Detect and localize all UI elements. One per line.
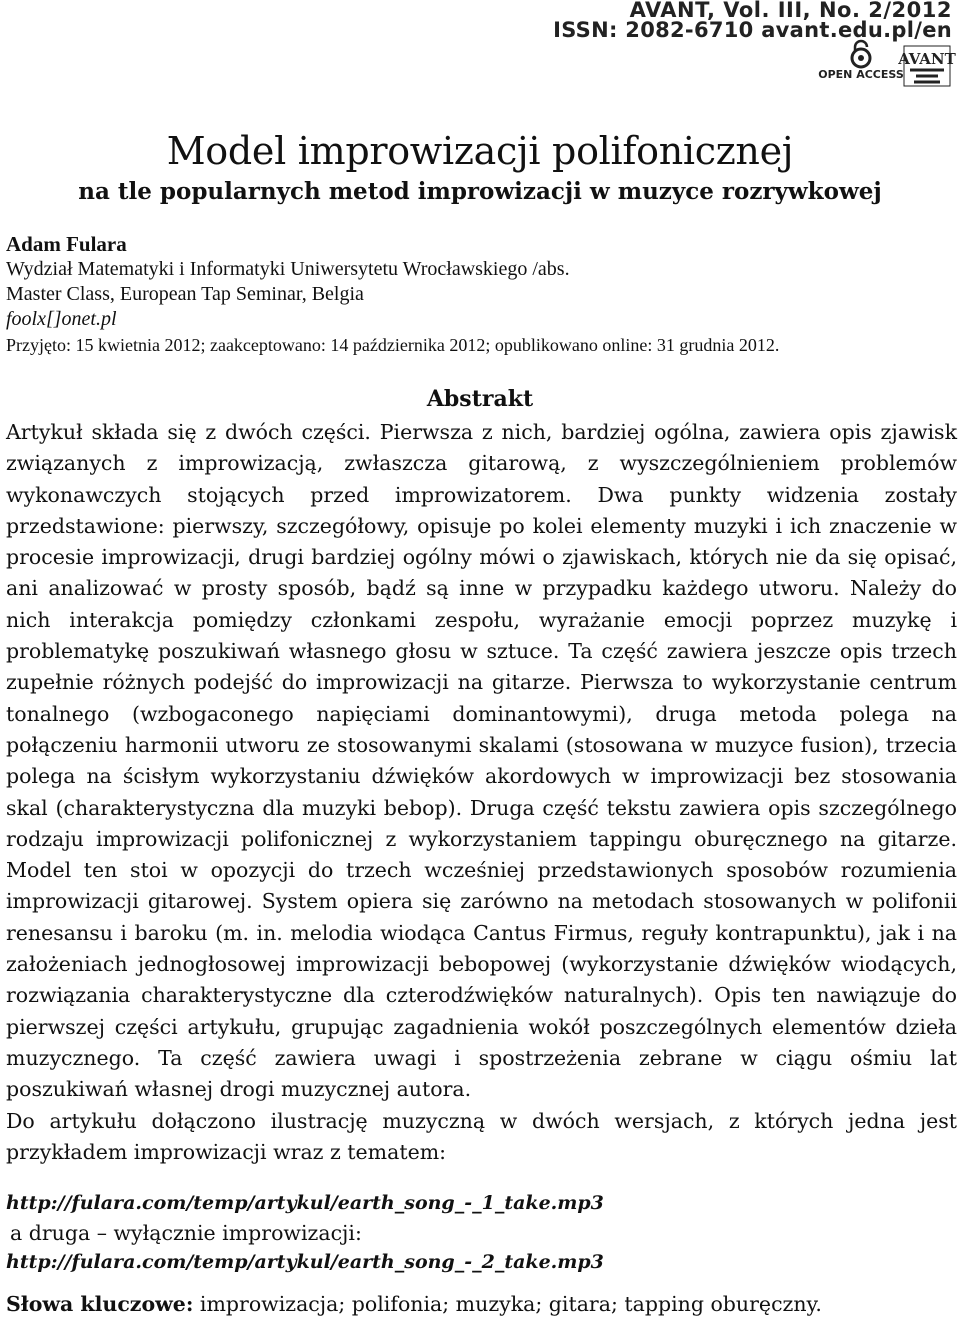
affiliation-line-1: Wydział Matematyki i Informatyki Uniwersytetu Wrocławskiego /abs. xyxy=(6,258,570,280)
author-name: Adam Fulara xyxy=(6,232,127,256)
affiliation-line-2: Master Class, European Tap Seminar, Belgia xyxy=(6,283,364,305)
avant-logo-icon xyxy=(898,44,956,88)
abstract-paragraph-1: Artykuł składa się z dwóch części. Pierwsza z nich, bardziej ogólna, zawiera opis zjawisk związanych z improwizacją, zwłaszcza gitarową, z wyszczególnieniem problemów wykonawczych stojących przed improwizatorem. Dwa punkty widzenia zostały przedstawione: pierwszy, szczegółowy, opisuje po kolei elementy muzyki i ich znaczenie w procesie improwizacji, drugi bardziej ogólny mówi o zjawiskach, których nie da się opisać, ani analizować w prosty sposób, bądź są inne w przypadku każdego utworu. Należy do nich interakcja pomiędzy członkami zespołu, wyrażanie emocji poprzez muzykę i problematykę poszukiwań własnego głosu w sztuce. Ta część zawiera jeszcze opis trzech zupełnie różnych podejść do improwizacji na gitarze. Pierwsza to wykorzystanie centrum tonalnego (wzbogaconego napięciami dominantowymi), druga metoda polega na połączeniu harmonii utworu ze stosowanymi skalami (stosowana w muzyce fusion), trzecia polega na ścisłym wykorzystaniu dźwięków akordowych w improwizacji bez stosowania skal (charakterystyczna dla muzyki bebop). Druga część tekstu zawiera opis szczególnego rodzaju improwizacji polifonicznej z wykorzystaniem tappingu oburęcznego na gitarze. Model ten stoi w opozycji do trzech wcześniej przedstawionych sposobów rozumienia improwizacji gitarowej. System opiera się zarówno na metodach stosowanych w polifonii renesansu i baroku (m. in. melodia wiodąca Cantus Firmus, reguły kontrapunktu), jak i na założeniach jednogłosowej improwizacji bebopowej (wykorzystanie dźwięków wiodących, rozwiązania charakterystyczne dla czterodźwięków naturalnych). Opis ten nawiązuje do pierwszej części artykułu, grupując zagadnienia wokół poszczególnych elementów dzieła muzycznego. Ta część zawiera uwagi i spostrzeżenia zebrane w ciągu ośmiu lat poszukiwań własnej drogi muzycznej autora. xyxy=(6,420,957,1102)
between-links-text: a druga – wyłącznie improwizacji: xyxy=(10,1221,362,1245)
keywords-value: improwizacja; polifonia; muzyka; gitara; tapping oburęczny. xyxy=(193,1292,822,1316)
open-access-label: OPEN ACCESS xyxy=(818,68,904,81)
keywords-label: Słowa kluczowe: xyxy=(6,1292,194,1316)
avant-logo-text: AVANT xyxy=(898,50,956,68)
audio-link-2[interactable]: http://fulara.com/temp/artykul/earth_song_-_2_take.mp3 xyxy=(6,1251,604,1273)
author-email: foolx[]onet.pl xyxy=(6,308,117,330)
audio-link-1[interactable]: http://fulara.com/temp/artykul/earth_song_-_1_take.mp3 xyxy=(6,1192,604,1214)
journal-issn: ISSN: 2082-6710 avant.edu.pl/en xyxy=(553,18,952,42)
open-access-icon xyxy=(818,45,904,81)
article-title: Model improwizacji polifonicznej xyxy=(166,129,794,173)
abstract-body xyxy=(6,417,957,1168)
journal-volume: AVANT, Vol. III, No. 2/2012 xyxy=(629,0,952,22)
publication-dates: Przyjęto: 15 kwietnia 2012; zaakceptowano: 14 października 2012; opublikowano online: 31 grudnia 2012. xyxy=(6,335,780,355)
abstract-heading: Abstrakt xyxy=(426,386,534,412)
keywords xyxy=(6,1292,822,1316)
article-subtitle: na tle popularnych metod improwizacji w muzyce rozrywkowej xyxy=(78,178,882,205)
abstract-paragraph-2: Do artykułu dołączono ilustrację muzyczną w dwóch wersjach, z których jedna jest przykładem improwizacji wraz z tematem: xyxy=(6,1108,957,1164)
journal-header xyxy=(553,0,956,90)
